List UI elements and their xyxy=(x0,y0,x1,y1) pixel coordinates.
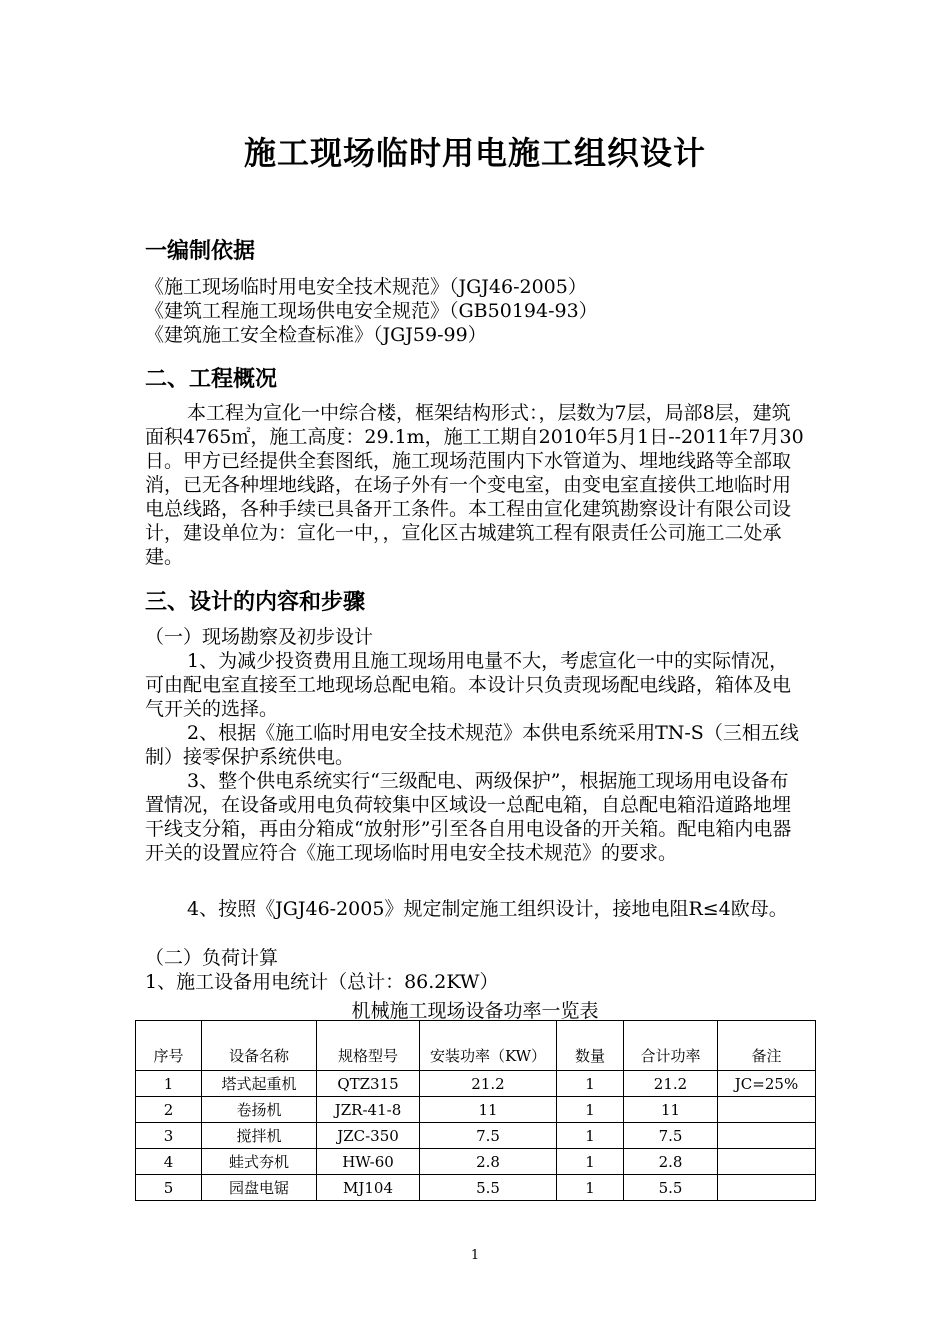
table-cell: 5.5 xyxy=(624,1175,718,1201)
column-header: 备注 xyxy=(718,1021,816,1071)
table-cell xyxy=(718,1097,816,1123)
design-paragraph-1: 1、为减少投资费用且施工现场用电量不大，考虑宣化一中的实际情况，可由配电室直接至工地现场总配电箱。本设计只负责现场配电线路，箱体及电气开关的选择。 xyxy=(145,650,792,720)
reference-item: 《建筑施工安全检查标准》（JGJ59-99） xyxy=(145,324,487,346)
table-cell: 1 xyxy=(136,1071,202,1097)
table-cell: QTZ315 xyxy=(317,1071,420,1097)
table-row xyxy=(136,1071,816,1097)
table-cell: 蛙式夯机 xyxy=(202,1149,317,1175)
table-cell xyxy=(718,1149,816,1175)
table-cell xyxy=(718,1175,816,1201)
table-cell: 搅拌机 xyxy=(202,1123,317,1149)
table-cell: 塔式起重机 xyxy=(202,1071,317,1097)
subsection-heading-load: （二）负荷计算 xyxy=(145,947,279,969)
section-heading-design: 三、设计的内容和步骤 xyxy=(145,590,366,615)
table-cell: 1 xyxy=(557,1123,624,1149)
table-cell: 1 xyxy=(557,1097,624,1123)
column-header: 序号 xyxy=(136,1021,202,1071)
table-cell: 3 xyxy=(136,1123,202,1149)
page-number: 1 xyxy=(470,1248,480,1263)
table-cell: 2 xyxy=(136,1097,202,1123)
design-paragraph-2: 2、根据《施工临时用电安全技术规范》本供电系统采用TN-S（三相五线制）接零保护系统供电。 xyxy=(145,722,799,768)
table-cell: 11 xyxy=(420,1097,557,1123)
table-cell: JZR-41-8 xyxy=(317,1097,420,1123)
table-row xyxy=(136,1097,816,1123)
table-cell: 21.2 xyxy=(624,1071,718,1097)
equipment-table xyxy=(135,1020,816,1201)
table-cell: 5.5 xyxy=(420,1175,557,1201)
column-header: 安装功率（KW） xyxy=(420,1021,557,1071)
design-paragraph-3: 3、整个供电系统实行“三级配电、两级保护”，根据施工现场用电设备布置情况，在设备或用电负荷较集中区域设一总配电箱，自总配电箱沿道路地埋干线支分箱，再由分箱成“放射形”引至各自用电设备的开关箱。配电箱内电器开关的设置应符合《施工现场临时用电安全技术规范》的要求。 xyxy=(145,770,792,864)
column-header: 设备名称 xyxy=(202,1021,317,1071)
reference-item: 《施工现场临时用电安全技术规范》（JGJ46-2005） xyxy=(145,276,587,298)
table-cell: 11 xyxy=(624,1097,718,1123)
table-cell: 1 xyxy=(557,1071,624,1097)
column-header: 规格型号 xyxy=(317,1021,420,1071)
table-cell: JZC-350 xyxy=(317,1123,420,1149)
section-heading-overview: 二、工程概况 xyxy=(145,367,278,392)
equipment-power-total: 1、施工设备用电统计（总计：86.2KW） xyxy=(145,971,499,993)
document-title: 施工现场临时用电施工组织设计 xyxy=(243,134,706,172)
table-cell: 21.2 xyxy=(420,1071,557,1097)
overview-paragraph: 本工程为宣化一中综合楼，框架结构形式：，层数为7层，局部8层，建筑面积4765㎡，施工高度：29.1m，施工工期自2010年5月1日--2011年7月30日。甲方已经提供全套图纸，施工现场范围内下水管道为、埋地线路等全部取消，已无各种埋地线路，在场子外有一个变电室，由变电室直接供工地临时用电总线路，各种手续已具备开工条件。本工程由宣化建筑勘察设计有限公司设计，建设单位为：宣化一中，，宣化区古城建筑工程有限责任公司施工二处承建。 xyxy=(145,402,804,568)
section-heading-basis: 一编制依据 xyxy=(145,239,256,264)
table-cell: 5 xyxy=(136,1175,202,1201)
table-cell: 7.5 xyxy=(420,1123,557,1149)
table-cell: HW-60 xyxy=(317,1149,420,1175)
table-cell: 园盘电锯 xyxy=(202,1175,317,1201)
table-cell: JC=25% xyxy=(718,1071,816,1097)
column-header: 数量 xyxy=(557,1021,624,1071)
table-cell: 1 xyxy=(557,1175,624,1201)
table-cell: 卷扬机 xyxy=(202,1097,317,1123)
table-header-row xyxy=(136,1021,816,1071)
table-row xyxy=(136,1149,816,1175)
table-cell: 7.5 xyxy=(624,1123,718,1149)
table-cell: 2.8 xyxy=(420,1149,557,1175)
column-header: 合计功率 xyxy=(624,1021,718,1071)
design-paragraph-4: 4、按照《JGJ46-2005》规定制定施工组织设计，接地电阻R≤4欧母。 xyxy=(187,898,788,920)
table-row xyxy=(136,1175,816,1201)
reference-item: 《建筑工程施工现场供电安全规范》（GB50194-93） xyxy=(145,300,598,322)
table-cell xyxy=(718,1123,816,1149)
table-cell: 1 xyxy=(557,1149,624,1175)
table-cell: 2.8 xyxy=(624,1149,718,1175)
table-cell: MJ104 xyxy=(317,1175,420,1201)
table-cell: 4 xyxy=(136,1149,202,1175)
subsection-heading-survey: （一）现场勘察及初步设计 xyxy=(145,626,374,648)
table-caption: 机械施工现场设备功率一览表 xyxy=(351,1000,599,1022)
table-row xyxy=(136,1123,816,1149)
